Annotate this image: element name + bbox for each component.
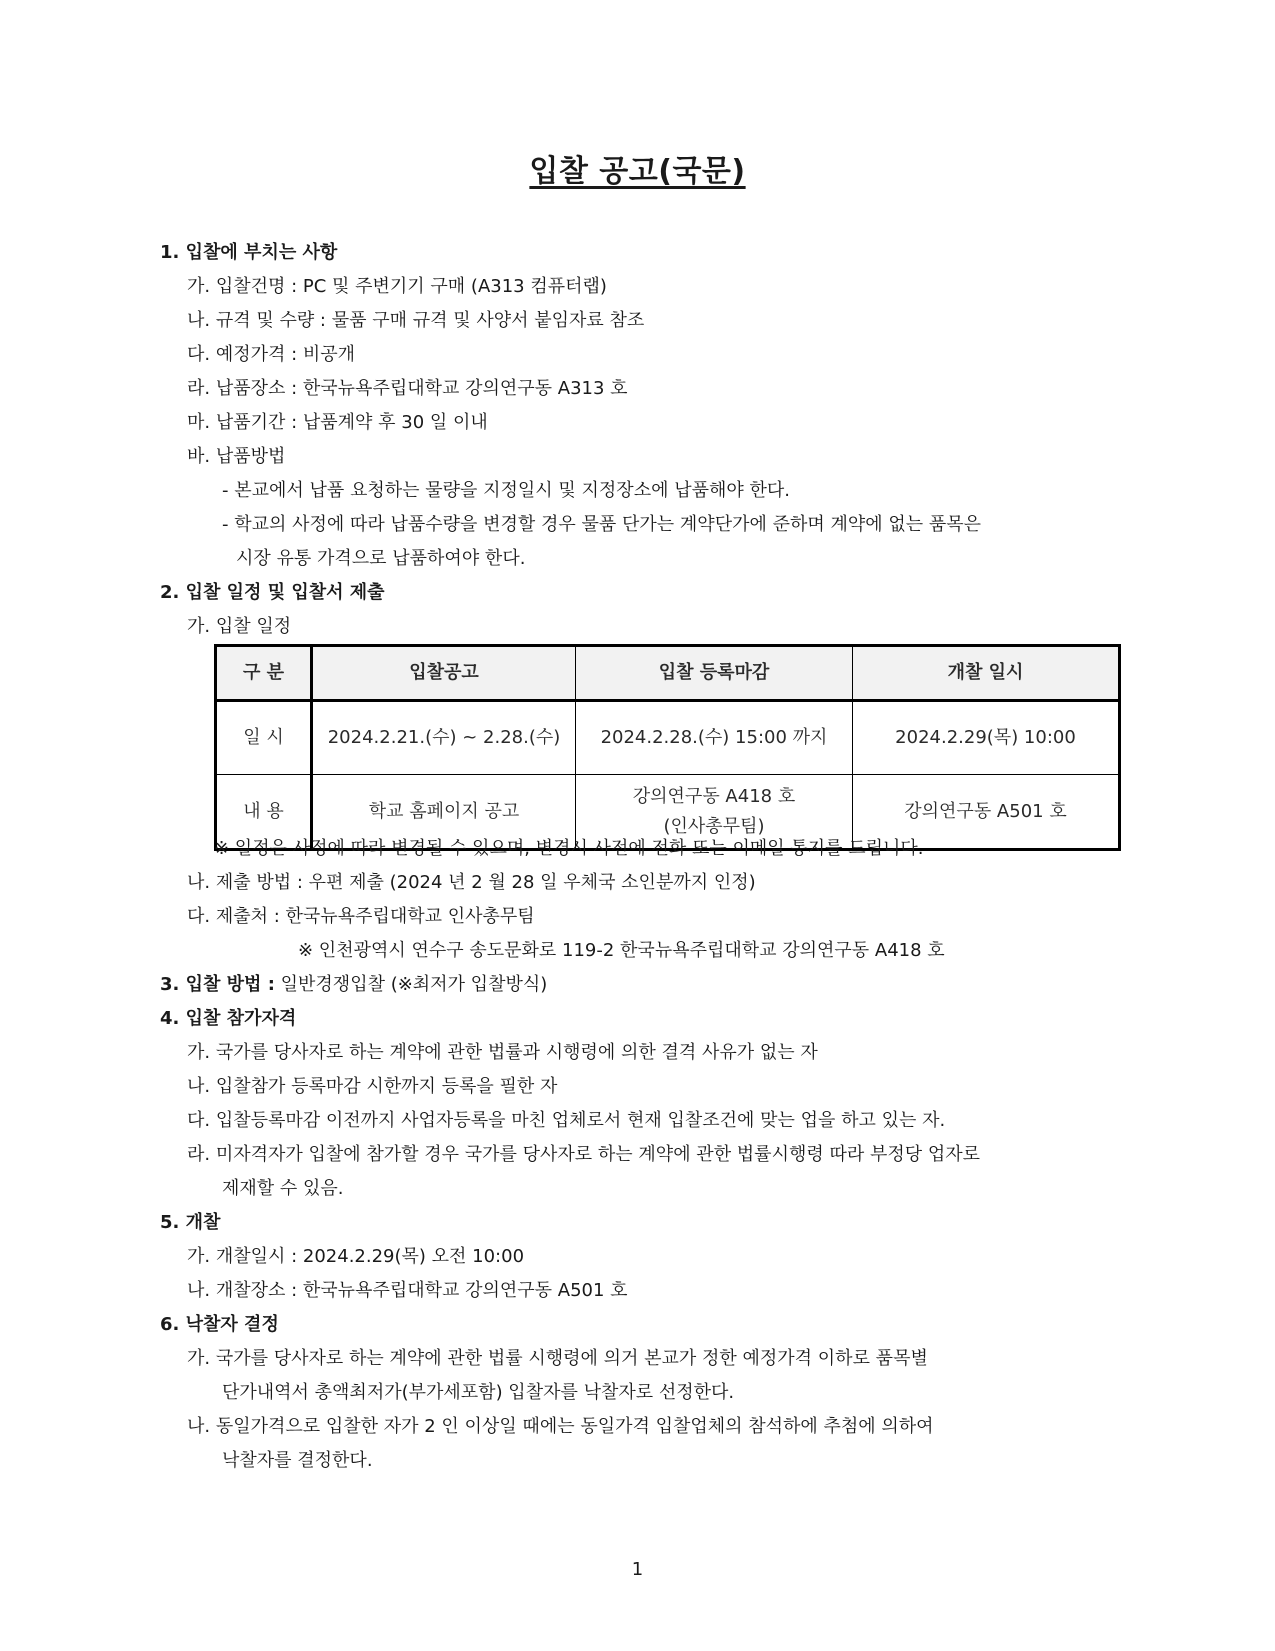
s4-item-c: 다. 입찰등록마감 이전까지 사업자등록을 마친 업체로서 현재 입찰조건에 맞는 업을 하고 있는 자. xyxy=(187,1110,946,1131)
s2-item-c: 다. 제출처 : 한국뉴욕주립대학교 인사총무팀 xyxy=(187,906,535,927)
page-title: 입찰 공고(국문) xyxy=(529,154,746,189)
page-number: 1 xyxy=(631,1559,644,1580)
table-header-cell: 개찰 일시 xyxy=(853,646,1120,701)
table-cell: 내 용 xyxy=(216,775,312,850)
section-6-heading: 6. 낙찰자 결정 xyxy=(160,1314,279,1335)
s5-item-a: 가. 개찰일시 : 2024.2.29(목) 오전 10:00 xyxy=(187,1246,525,1267)
table-header-cell: 입찰공고 xyxy=(312,646,576,701)
s6-item-a: 가. 국가를 당사자로 하는 계약에 관한 법률 시행령에 의거 본교가 정한 예정가격 이하로 품목별 xyxy=(187,1348,928,1369)
s6-item-b-cont: 낙찰자를 결정한다. xyxy=(222,1450,373,1471)
s4-item-a: 가. 국가를 당사자로 하는 계약에 관한 법률과 시행령에 의한 결격 사유가 없는 자 xyxy=(187,1042,818,1063)
table-cell: 일 시 xyxy=(216,701,312,775)
s2-item-b: 나. 제출 방법 : 우편 제출 (2024 년 2 월 28 일 우체국 소인분까지 인정) xyxy=(187,872,756,893)
s5-item-b: 나. 개찰장소 : 한국뉴욕주립대학교 강의연구동 A501 호 xyxy=(187,1280,628,1301)
section-4-heading: 4. 입찰 참가자격 xyxy=(160,1008,297,1029)
s1-item-a: 가. 입찰건명 : PC 및 주변기기 구매 (A313 컴퓨터랩) xyxy=(187,276,607,297)
s4-item-d: 라. 미자격자가 입찰에 참가할 경우 국가를 당사자로 하는 계약에 관한 법률시행령 따라 부정당 업자로 xyxy=(187,1144,981,1165)
section-3-heading xyxy=(160,973,547,997)
section-2-heading: 2. 입찰 일정 및 입찰서 제출 xyxy=(160,582,385,603)
schedule-note: ※ 일정은 사정에 따라 변경될 수 있으며, 변경시 사전에 전화 또는 이메일 통지를 드립니다. xyxy=(214,838,924,859)
table-cell: 학교 홈페이지 공고 xyxy=(312,775,576,850)
s1-item-f-bullet-1: - 본교에서 납품 요청하는 물량을 지정일시 및 지정장소에 납품해야 한다. xyxy=(222,480,790,501)
table-header-cell: 입찰 등록마감 xyxy=(576,646,853,701)
table-header-row xyxy=(216,646,1120,701)
s4-item-b: 나. 입찰참가 등록마감 시한까지 등록을 필한 자 xyxy=(187,1076,558,1097)
table-cell: 2024.2.29(목) 10:00 xyxy=(853,701,1120,775)
s1-item-f-bullet-2-cont: 시장 유통 가격으로 납품하여야 한다. xyxy=(236,548,526,569)
table-cell: 2024.2.28.(수) 15:00 까지 xyxy=(576,701,853,775)
s1-item-b: 나. 규격 및 수량 : 물품 구매 규격 및 사양서 붙임자료 참조 xyxy=(187,310,645,331)
s2-item-a: 가. 입찰 일정 xyxy=(187,616,292,637)
s2-address-note: ※ 인천광역시 연수구 송도문화로 119-2 한국뉴욕주립대학교 강의연구동 A418 호 xyxy=(298,940,945,961)
table-cell: 2024.2.21.(수) ~ 2.28.(수) xyxy=(312,701,576,775)
s1-item-e: 마. 납품기간 : 납품계약 후 30 일 이내 xyxy=(187,412,488,433)
table-cell-line: 강의연구동 A418 호 xyxy=(632,785,796,807)
s4-item-d-cont: 제재할 수 있음. xyxy=(222,1178,344,1199)
s1-item-d: 라. 납품장소 : 한국뉴욕주립대학교 강의연구동 A313 호 xyxy=(187,378,628,399)
table-row xyxy=(216,701,1120,775)
table-header-cell: 구 분 xyxy=(216,646,312,701)
section-3-title: 3. 입찰 방법 : xyxy=(160,974,275,995)
section-3-text: 일반경쟁입찰 (※최저가 입찰방식) xyxy=(274,974,548,995)
s1-item-f: 바. 납품방법 xyxy=(187,446,286,467)
table-cell-line: (인사총무팀) xyxy=(663,815,765,837)
table-cell: 강의연구동 A501 호 xyxy=(853,775,1120,850)
s1-item-f-bullet-2: - 학교의 사정에 따라 납품수량을 변경할 경우 물품 단가는 계약단가에 준하며 계약에 없는 품목은 xyxy=(222,514,982,535)
s1-item-c: 다. 예정가격 : 비공개 xyxy=(187,344,356,365)
section-5-heading: 5. 개찰 xyxy=(160,1212,221,1233)
s6-item-b: 나. 동일가격으로 입찰한 자가 2 인 이상일 때에는 동일가격 입찰업체의 참석하에 추첨에 의하여 xyxy=(187,1416,934,1437)
schedule-table xyxy=(214,644,1121,851)
s6-item-a-cont: 단가내역서 총액최저가(부가세포함) 입찰자를 낙찰자로 선정한다. xyxy=(222,1382,735,1403)
section-1-heading: 1. 입찰에 부치는 사항 xyxy=(160,242,338,263)
